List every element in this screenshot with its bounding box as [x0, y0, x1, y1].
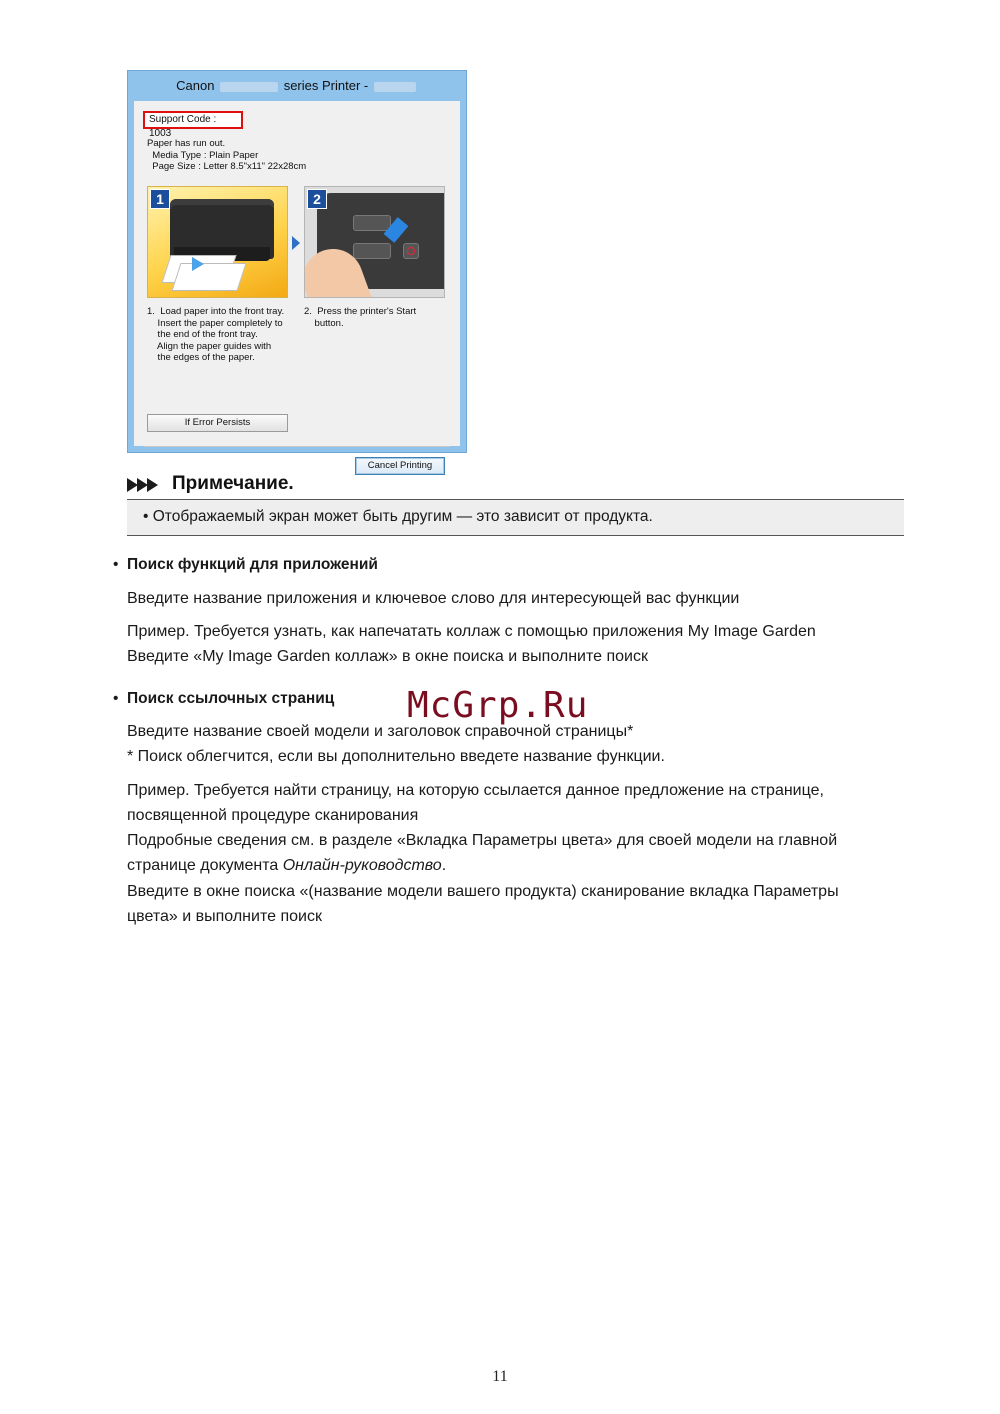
section-heading — [113, 555, 378, 575]
support-code-label: Support Code : 1003 — [143, 111, 243, 129]
dialog-title-bar — [128, 71, 466, 101]
paragraph: * Поиск облегчится, если вы дополнительно введете название функции. — [127, 748, 665, 765]
paragraph: Пример. Требуется узнать, как напечатать коллаж с помощью приложения My Image Garden — [127, 623, 816, 640]
step1-illustration — [147, 186, 288, 298]
step1-number-badge: 1 — [150, 189, 170, 209]
paper-sheet — [171, 263, 246, 291]
paragraph: Введите название приложения и ключевое слово для интересующей вас функции — [127, 590, 740, 607]
section-heading — [113, 689, 334, 709]
manual-title: Онлайн-руководство — [282, 857, 442, 874]
note-item: • Отображаемый экран может быть другим — это зависит от продукта. — [143, 508, 653, 525]
step2-number-badge: 2 — [307, 189, 327, 209]
dialog-body — [134, 101, 460, 471]
paragraph: Введите название своей модели и заголовок справочной страницы* — [127, 723, 634, 740]
page-number: 11 — [492, 1368, 508, 1385]
if-error-persists-button[interactable]: If Error Persists — [147, 414, 288, 432]
next-step-arrow-icon — [292, 236, 300, 250]
printer-error-dialog-screenshot — [127, 70, 467, 471]
paragraph: Введите «My Image Garden коллаж» в окне поиска и выполните поиск — [127, 648, 648, 665]
bullet: • — [113, 690, 119, 707]
step1-instructions: 1. Load paper into the front tray. Insert the paper completely to the end of the front tray. Align the paper guides with the edges of the paper. — [147, 306, 285, 363]
cancel-printing-button[interactable]: Cancel Printing — [355, 457, 445, 475]
paragraph — [127, 853, 446, 878]
paragraph: Введите в окне поиска «(название модели вашего продукта) сканирование вкладка Параметры — [127, 883, 839, 900]
dialog-title-prefix: Canon — [176, 78, 215, 93]
paragraph: посвященной процедуре сканирования — [127, 807, 419, 824]
dialog-divider — [144, 446, 450, 447]
dialog-title-mid: series Printer - — [283, 78, 369, 93]
redacted-port-name — [374, 82, 416, 92]
watermark: McGrp.Ru — [407, 685, 589, 726]
note-chevron-icon — [147, 478, 158, 492]
error-message: Paper has run out. Media Type : Plain Paper Page Size : Letter 8.5"x11" 22x28cm — [147, 138, 307, 172]
stop-button-image — [403, 243, 419, 259]
paragraph: Подробные сведения см. в разделе «Вкладка Параметры цвета» для своей модели на главной — [127, 832, 838, 849]
note-box — [127, 500, 904, 536]
section1-heading: Поиск функций для приложений — [127, 556, 378, 573]
paragraph: цвета» и выполните поиск — [127, 908, 322, 925]
redacted-model-name — [220, 82, 278, 92]
start-button-image — [353, 243, 391, 259]
step2-instructions: 2. Press the printer's Start button. — [304, 306, 417, 329]
section2-heading: Поиск ссылочных страниц — [127, 690, 335, 707]
paragraph-text: . — [441, 857, 447, 874]
paragraph: Пример. Требуется найти страницу, на которую ссылается данное предложение на странице, — [127, 782, 824, 799]
paragraph-text: странице документа — [127, 857, 283, 874]
insert-arrow-icon — [192, 257, 204, 271]
step2-illustration — [304, 186, 445, 298]
bullet: • — [113, 556, 119, 573]
panel-button — [353, 215, 391, 231]
note-title: Примечание. — [172, 473, 294, 494]
